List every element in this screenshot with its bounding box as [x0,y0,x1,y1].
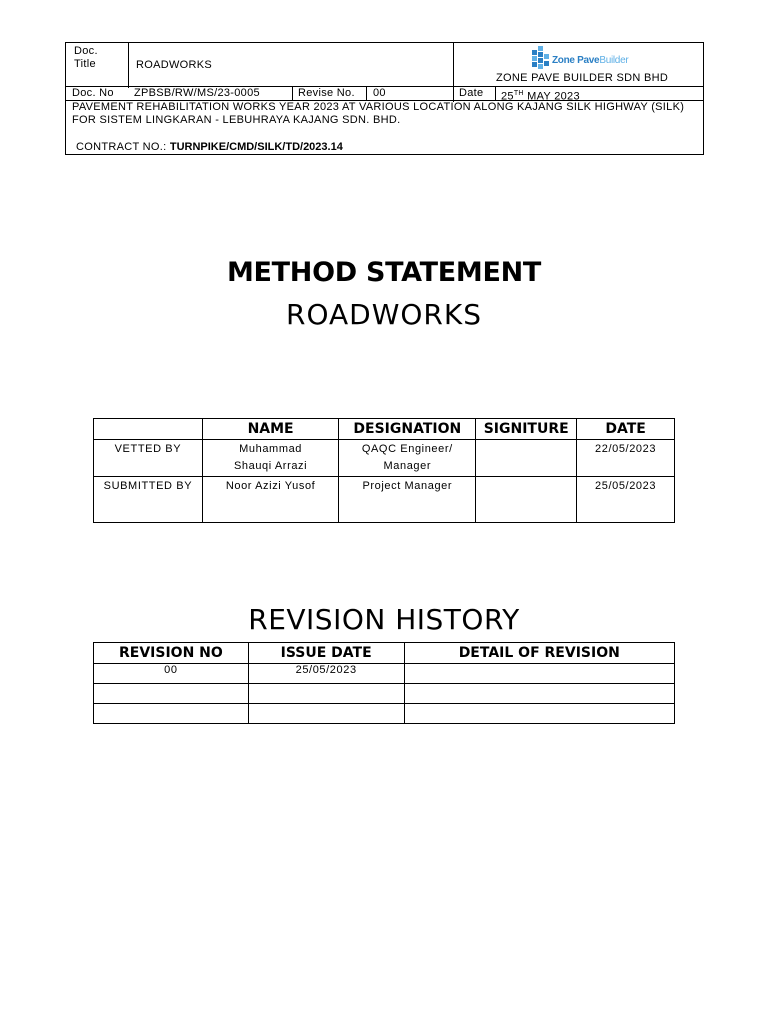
logo-text: Zone PaveBuilder [552,55,629,66]
table-row [94,684,675,704]
divider [453,43,454,102]
detail-cell [404,664,674,684]
issue-date-cell [248,704,404,724]
column-header: NAME [202,419,339,440]
column-header: SIGNITURE [476,419,577,440]
contract-no: CONTRACT NO.: TURNPIKE/CMD/SILK/TD/2023.14 [76,141,343,153]
issue-date-cell [248,684,404,704]
doc-no-value: ZPBSB/RW/MS/23-0005 [134,87,260,99]
table-header-row [94,643,675,664]
doc-title-value: ROADWORKS [136,59,213,71]
detail-cell [404,684,674,704]
divider [366,86,367,101]
divider [128,43,129,88]
divider [292,86,293,101]
company-logo [530,44,630,72]
revise-value: 00 [373,87,386,99]
date-label: Date [459,87,484,99]
document-header [65,42,704,155]
project-description: PAVEMENT REHABILITATION WORKS YEAR 2023 AT VARIOUS LOCATION ALONG KAJANG SILK HIGHWAY (SILK) FOR SISTEM LINGKARAN - LEBUHRAYA KAJANG SDN. BHD. [72,101,685,126]
table-row [94,664,675,684]
name-cell: Noor Azizi Yusof [202,477,339,523]
designation-cell: QAQC Engineer/ Manager [339,440,476,477]
doc-title-label: Doc. Title [74,45,98,70]
revision-no-cell [94,684,249,704]
table-row [94,704,675,724]
column-header: DESIGNATION [339,419,476,440]
table-row [94,477,675,523]
approval-table [93,418,675,523]
date-cell: 25/05/2023 [577,477,675,523]
column-header: REVISION NO [94,643,249,664]
table-row [94,440,675,477]
signature-cell [476,477,577,523]
page-title: METHOD STATEMENT [226,257,542,288]
signature-cell [476,440,577,477]
date-value: 25TH MAY 2023 [501,90,580,103]
column-header: DETAIL OF REVISION [404,643,674,664]
revision-history-title: REVISION HISTORY [248,603,520,636]
doc-no-label: Doc. No [72,87,114,99]
role-cell: VETTED BY [94,440,203,477]
revision-no-cell [94,704,249,724]
designation-cell: Project Manager [339,477,476,523]
revise-label: Revise No. [298,87,355,99]
date-cell: 22/05/2023 [577,440,675,477]
divider [495,86,496,101]
column-header: ISSUE DATE [248,643,404,664]
name-cell: Muhammad Shauqi Arrazi [202,440,339,477]
company-name: ZONE PAVE BUILDER SDN BHD [496,72,669,84]
role-cell: SUBMITTED BY [94,477,203,523]
page-subtitle: ROADWORKS [285,298,483,331]
revision-no-cell: 00 [94,664,249,684]
detail-cell [404,704,674,724]
column-header [94,419,203,440]
column-header: DATE [577,419,675,440]
table-header-row [94,419,675,440]
issue-date-cell: 25/05/2023 [248,664,404,684]
revision-table [93,642,675,724]
